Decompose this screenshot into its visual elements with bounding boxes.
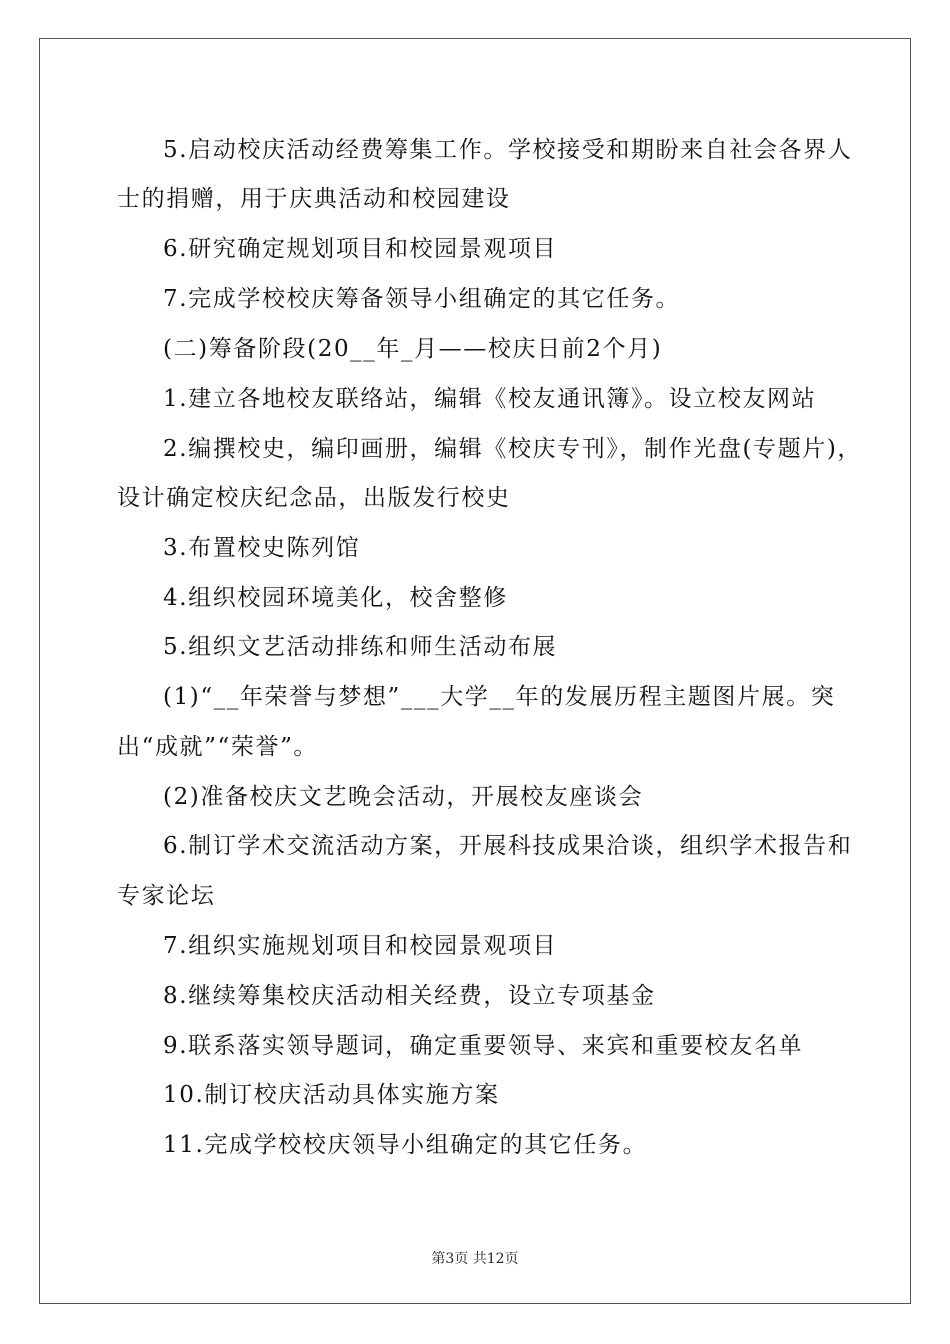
text-line: 8.继续筹集校庆活动相关经费，设立专项基金 (163, 983, 656, 1009)
text-line: 5.组织文艺活动排练和师生活动布展 (163, 634, 558, 660)
text-line: 6.制订学术交流活动方案，开展科技成果洽谈，组织学术报告和 (163, 833, 853, 859)
text-line: 设计确定校庆纪念品，出版发行校史 (117, 485, 511, 511)
text-line: 3.布置校史陈列馆 (163, 535, 361, 561)
text-line: 6.研究确定规划项目和校园景观项目 (163, 236, 558, 262)
text-line: 专家论坛 (117, 883, 216, 909)
section-heading: (二)筹备阶段(20__年_月——校庆日前2个月) (163, 336, 663, 362)
text-line: 出“成就”“荣誉”。 (117, 734, 319, 760)
text-line: 7.完成学校校庆筹备领导小组确定的其它任务。 (163, 286, 681, 312)
text-line: 5.启动校庆活动经费筹集工作。学校接受和期盼来自社会各界人 (163, 137, 853, 163)
text-line: 2.编撰校史，编印画册，编辑《校庆专刊》，制作光盘(专题片)， (163, 436, 862, 462)
text-line: 10.制订校庆活动具体实施方案 (163, 1082, 500, 1108)
page-number: 第3页 共12页 (431, 1251, 519, 1267)
page-border (39, 38, 911, 1304)
text-line: (2)准备校庆文艺晚会活动，开展校友座谈会 (163, 784, 644, 810)
text-line: 1.建立各地校友联络站，编辑《校友通讯簿》。设立校友网站 (163, 386, 817, 412)
text-line: 7.组织实施规划项目和校园景观项目 (163, 933, 558, 959)
text-line: 士的捐赠，用于庆典活动和校园建设 (117, 186, 511, 212)
text-line: (1)“__年荣誉与梦想”___大学__年的发展历程主题图片展。突 (163, 684, 836, 710)
text-line: 9.联系落实领导题词，确定重要领导、来宾和重要校友名单 (163, 1033, 804, 1059)
text-line: 11.完成学校校庆领导小组确定的其它任务。 (163, 1132, 648, 1158)
text-line: 4.组织校园环境美化，校舍整修 (163, 585, 508, 611)
